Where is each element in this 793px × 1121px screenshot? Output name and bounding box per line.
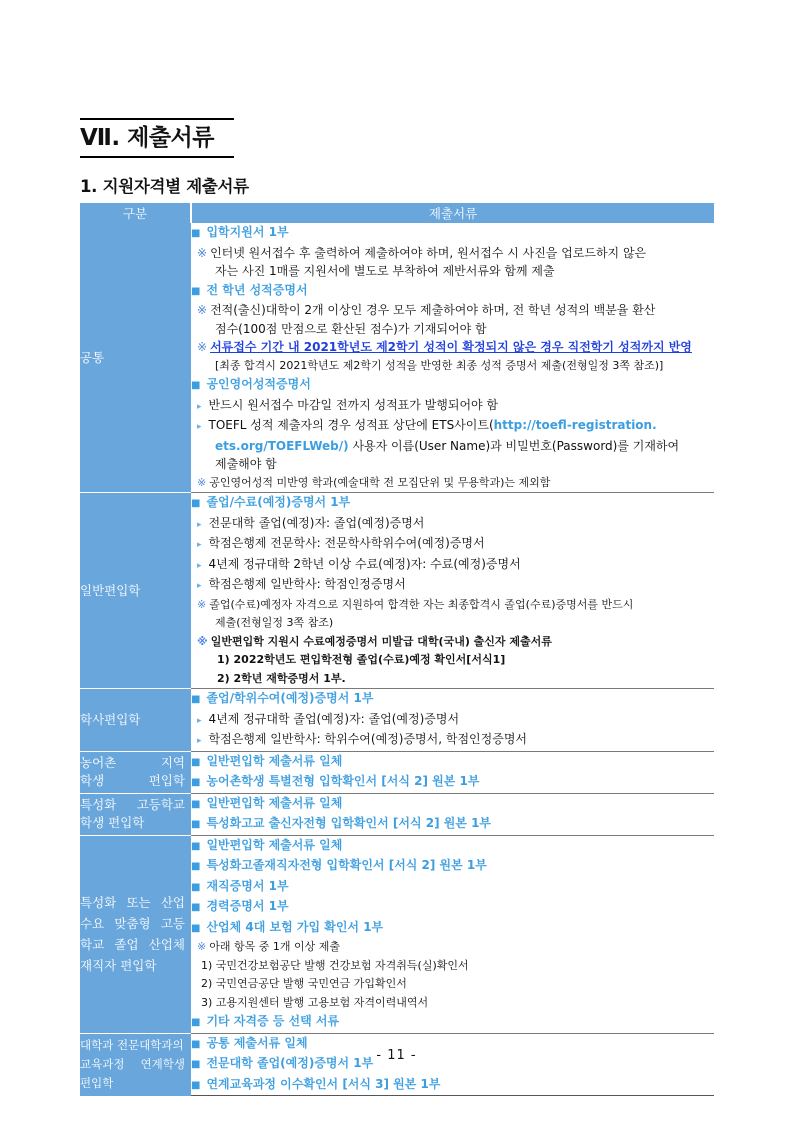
sub-item: ▸ 학점은행제 전문학사: 전문학사학위수여(예정)증명서 — [197, 536, 485, 550]
header-category: 구분 — [80, 203, 191, 223]
note-line: 1) 2022학년도 편입학전형 졸업(수료)예정 확인서[서식1] — [217, 653, 506, 666]
list-item: ■ 일반편입학 제출서류 일체 — [191, 837, 343, 852]
ets-url-part: http://toefl-registration. — [493, 418, 657, 432]
documents-bachelor — [191, 689, 714, 752]
category-line: 대학과 전문대학과의 — [80, 1038, 184, 1052]
note-line: 점수(100점 만점으로 환산된 점수)가 기재되어야 함 — [215, 321, 487, 336]
sub-item: ▸ 반드시 원서접수 마감일 전까지 성적표가 발행되어야 함 — [197, 397, 499, 412]
chapter-heading — [80, 118, 234, 158]
square-bullet-icon: ■ — [191, 861, 201, 872]
category-line: 특성화 또는 산업 — [80, 895, 185, 910]
square-bullet-icon: ■ — [191, 881, 201, 893]
reference-mark-icon: ※ — [197, 634, 208, 648]
square-bullet-icon: ■ — [191, 1059, 201, 1070]
category-common: 공통 — [80, 223, 191, 493]
note-line: ※ 공인영어성적 미반영 학과(예술대학 전 모집단위 및 무용학과)는 제외함 — [197, 475, 551, 489]
note-line: ※ 아래 항목 중 1개 이상 제출 — [197, 940, 340, 953]
chapter-bottom-rule — [80, 156, 234, 158]
sub-item: ▸ 학점은행제 일반학사: 학위수여(예정)증명서, 학점인정증명서 — [197, 732, 527, 746]
reference-mark-icon: ※ — [197, 340, 208, 354]
note-line: ※ 일반편입학 지원시 수료예정증명서 미발급 대학(국내) 출신자 제출서류 — [197, 634, 552, 648]
sub-item: ▸ 학점은행제 일반학사: 학점인정증명서 — [197, 577, 406, 591]
reference-mark-icon: ※ — [197, 245, 208, 260]
category-employed — [80, 835, 191, 1033]
list-item: ■ 전문대학 졸업(예정)증명서 1부 — [191, 1056, 374, 1070]
list-item: ■ 공통 제출서류 일체 — [191, 1035, 308, 1050]
reference-mark-icon: ※ — [197, 475, 207, 489]
category-line: 특성화 고등학교 — [80, 797, 185, 812]
note-line: 제출(전형일정 3쪽 참조) — [215, 616, 334, 629]
category-line: 재직자 편입학 — [80, 958, 157, 973]
table-row — [80, 835, 714, 1033]
list-item: ■ 재직증명서 1부 — [191, 878, 289, 893]
category-rural — [80, 751, 191, 793]
square-bullet-icon: ■ — [191, 498, 201, 509]
square-bullet-icon: ■ — [191, 777, 201, 788]
note-line: 자는 사진 1매를 지원서에 별도로 부착하여 제반서류와 함께 제출 — [215, 264, 555, 278]
square-bullet-icon: ■ — [191, 228, 201, 239]
sub-item: ▸ TOEFL 성적 제출자의 경우 성적표 상단에 ETS사이트(http://toefl-registration. — [197, 418, 657, 432]
note-line: ※ 서류접수 기간 내 2021학년도 제2학기 성적이 확정되지 않은 경우 직전학기 성적까지 반영 — [197, 340, 692, 354]
square-bullet-icon: ■ — [191, 798, 201, 810]
note-line: ※ 인터넷 원서접수 후 출력하여 제출하여야 하며, 원서접수 시 사진을 업로드하지 않은 — [197, 245, 647, 260]
documents-employed — [191, 835, 714, 1033]
triangle-bullet-icon: ▸ — [197, 401, 202, 412]
sub-item: ▸ 4년제 정규대학 졸업(예정)자: 졸업(예정)증명서 — [197, 711, 460, 726]
note-line: 1) 국민건강보험공단 발행 건강보험 자격취득(실)확인서 — [201, 958, 469, 972]
category-line: 학교 졸업 산업체 — [80, 937, 185, 952]
list-item: ■ 전 학년 성적증명서 — [191, 282, 308, 297]
sub-item-cont: 제출해야 함 — [215, 457, 277, 471]
list-item: ■ 특성화고교 출신자전형 입학확인서 [서식 2] 원본 1부 — [191, 816, 492, 830]
triangle-bullet-icon: ▸ — [197, 736, 202, 746]
documents-table — [80, 203, 714, 1096]
list-item: ■ 기타 자격증 등 선택 서류 — [191, 1014, 340, 1028]
sub-item: ▸ 전문대학 졸업(예정)자: 졸업(예정)증명서 — [197, 515, 425, 530]
table-row — [80, 751, 714, 793]
note-line: 2) 국민연금공단 발행 국민연금 가입확인서 — [201, 977, 407, 990]
triangle-bullet-icon: ▸ — [197, 581, 202, 591]
square-bullet-icon: ■ — [191, 819, 201, 830]
note-line: ※ 전적(출신)대학이 2개 이상인 경우 모두 제출하여야 하며, 전 학년 성적의 백분율 환산 — [197, 303, 656, 317]
note-line: 2) 2학년 재학증명서 1부. — [217, 671, 346, 685]
table-row — [80, 223, 714, 493]
square-bullet-icon: ■ — [191, 285, 201, 297]
square-bullet-icon: ■ — [191, 902, 201, 913]
list-item: ■ 일반편입학 제출서류 일체 — [191, 753, 343, 768]
square-bullet-icon: ■ — [191, 756, 201, 768]
note-line: 3) 고용지원센터 발행 고용보험 자격이력내역서 — [201, 995, 429, 1009]
documents-linked — [191, 1033, 714, 1096]
sub-item-cont: ets.org/TOEFLWeb/) 사용자 이름(User Name)과 비밀번호(Password)를 기재하여 — [215, 438, 680, 453]
chapter-title: Ⅶ. 제출서류 — [80, 125, 214, 151]
category-general: 일반편입학 — [80, 493, 191, 689]
list-item: ■ 졸업/수료(예정)증명서 1부 — [191, 495, 351, 509]
documents-rural — [191, 751, 714, 793]
square-bullet-icon: ■ — [191, 1079, 201, 1091]
header-documents: 제출서류 — [191, 203, 714, 223]
square-bullet-icon: ■ — [191, 1017, 201, 1028]
documents-general — [191, 493, 714, 689]
reference-mark-icon: ※ — [197, 597, 207, 611]
category-special-highschool — [80, 793, 191, 835]
sub-item: ▸ 4년제 정규대학 2학년 이상 수료(예정)자: 수료(예정)증명서 — [197, 556, 521, 571]
ets-url-part: ets.org/TOEFLWeb/) — [215, 438, 349, 453]
square-bullet-icon: ■ — [191, 922, 201, 934]
square-bullet-icon: ■ — [191, 840, 201, 852]
square-bullet-icon: ■ — [191, 694, 201, 705]
category-line: 수요 맞춤형 고등 — [80, 916, 185, 931]
category-bachelor: 학사편입학 — [80, 689, 191, 752]
list-item: ■ 산업체 4대 보험 가입 확인서 1부 — [191, 919, 384, 934]
category-line: 교육과정 연계학생 — [80, 1057, 185, 1071]
documents-common — [191, 223, 714, 493]
note-line: [최종 합격시 2021학년도 제2학기 성적을 반영한 최종 성적 증명서 제출(전형일정 3쪽 참조)] — [215, 358, 664, 372]
list-item: ■ 경력증명서 1부 — [191, 899, 289, 913]
reference-mark-icon: ※ — [197, 303, 208, 317]
category-line: 학생 편입학 — [80, 815, 145, 830]
list-item: ■ 입학지원서 1부 — [191, 225, 289, 239]
triangle-bullet-icon: ▸ — [197, 422, 202, 432]
page-number: - 11 - — [376, 1048, 417, 1063]
table-row — [80, 493, 714, 689]
documents-special — [191, 793, 714, 835]
triangle-bullet-icon: ▸ — [197, 715, 202, 726]
list-item: ■ 특성화고졸재직자전형 입학확인서 [서식 2] 원본 1부 — [191, 858, 487, 872]
list-item: ■ 졸업/학위수여(예정)증명서 1부 — [191, 691, 374, 705]
table-row — [80, 1033, 714, 1096]
category-linked — [80, 1033, 191, 1096]
list-item: ■ 농어촌학생 특별전형 입학확인서 [서식 2] 원본 1부 — [191, 774, 480, 788]
list-item: ■ 일반편입학 제출서류 일체 — [191, 795, 343, 810]
table-row — [80, 793, 714, 835]
category-line: 농어촌 지역 — [80, 755, 185, 770]
list-item: ■ 연계교육과정 이수확인서 [서식 3] 원본 1부 — [191, 1076, 441, 1091]
triangle-bullet-icon: ▸ — [197, 560, 202, 571]
category-line: 편입학 — [80, 1076, 114, 1090]
table-header-row — [80, 203, 714, 223]
list-item: ■ 공인영어성적증명서 — [191, 377, 311, 391]
reference-mark-icon: ※ — [197, 940, 207, 953]
section-title: 1. 지원자격별 제출서류 — [80, 177, 249, 196]
square-bullet-icon: ■ — [191, 380, 201, 391]
note-line: ※ 졸업(수료)예정자 자격으로 지원하여 합격한 자는 최종합격시 졸업(수료)증명서를 반드시 — [197, 597, 634, 611]
triangle-bullet-icon: ▸ — [197, 540, 202, 550]
square-bullet-icon: ■ — [191, 1038, 201, 1050]
triangle-bullet-icon: ▸ — [197, 519, 202, 530]
table-row — [80, 689, 714, 752]
category-line: 학생 편입학 — [80, 773, 185, 788]
